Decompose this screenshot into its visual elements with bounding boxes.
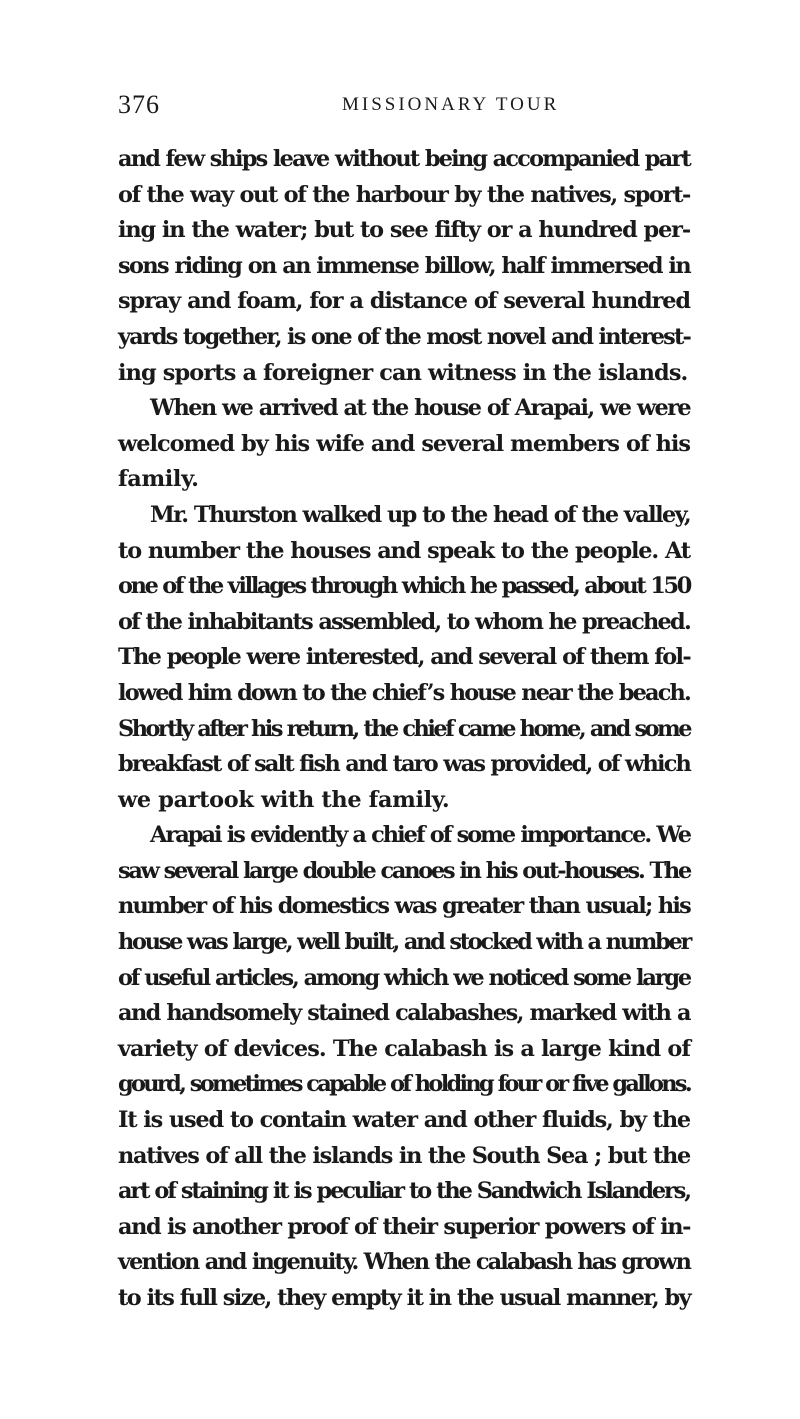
text-line: and few ships leave without being accompanied part — [118, 146, 690, 172]
text-line: to its full size, they empty it in the usual manner, by — [118, 1285, 690, 1311]
text-line: of the inhabitants assembled, to whom he preached. — [118, 608, 690, 635]
text-line: family. — [118, 466, 199, 493]
text-line: sons riding on an immense billow, half immersed in — [118, 252, 690, 279]
text-line: Mr. Thurston walked up to the head of the valley, — [150, 501, 690, 528]
text-line: lowed him down to the chief’s house near the beach. — [118, 679, 690, 706]
text-line: of the way out of the harbour by the natives, sport- — [118, 181, 690, 208]
text-line: spray and foam, for a distance of several hundred — [118, 288, 690, 315]
text-line: one of the villages through which he passed, about 150 — [118, 573, 690, 600]
text-line: When we arrived at the house of Arapai, we were — [150, 395, 690, 422]
page-number: 376 — [118, 90, 160, 119]
text-line: yards together, is one of the most novel and interest- — [118, 323, 690, 350]
running-title: MISSIONARY TOUR — [342, 94, 560, 115]
body-text — [118, 142, 690, 1317]
text-line: house was large, well built, and stocked with a number — [118, 929, 690, 956]
text-line: ing in the water; but to see fifty or a hundred per- — [118, 217, 690, 244]
text-line: Arapai is evidently a chief of some importance. We — [150, 822, 690, 849]
text-line: It is used to contain water and other fluids, by the — [118, 1107, 690, 1134]
text-line: ing sports a foreigner can witness in the islands. — [118, 359, 688, 386]
text-line: natives of all the islands in the South Sea ; but the — [118, 1142, 690, 1169]
text-line: to number the houses and speak to the people. At — [118, 537, 690, 564]
text-line: number of his domestics was greater than usual; his — [118, 893, 690, 920]
text-line: we partook with the family. — [118, 786, 450, 813]
text-line: and is another proof of their superior powers of in- — [118, 1213, 690, 1240]
text-line: breakfast of salt fish and taro was provided, of which — [118, 751, 690, 778]
text-line: of useful articles, among which we noticed some large — [118, 964, 690, 991]
text-line: vention and ingenuity. When the calabash has grown — [118, 1249, 690, 1276]
text-line: art of staining it is peculiar to the Sandwich Islanders, — [118, 1178, 690, 1205]
text-line: and handsomely stained calabashes, marked with a — [118, 1000, 690, 1027]
text-line: saw several large double canoes in his out-houses. The — [118, 857, 690, 884]
running-head — [118, 90, 692, 126]
text-line: Shortly after his return, the chief came home, and some — [118, 715, 690, 742]
text-line: variety of devices. The calabash is a large kind of — [118, 1035, 690, 1062]
text-line: welcomed by his wife and several members of his — [118, 430, 690, 457]
text-line: The people were interested, and several of them fol- — [118, 644, 690, 671]
text-line: gourd, sometimes capable of holding four or five gallons. — [118, 1071, 690, 1098]
